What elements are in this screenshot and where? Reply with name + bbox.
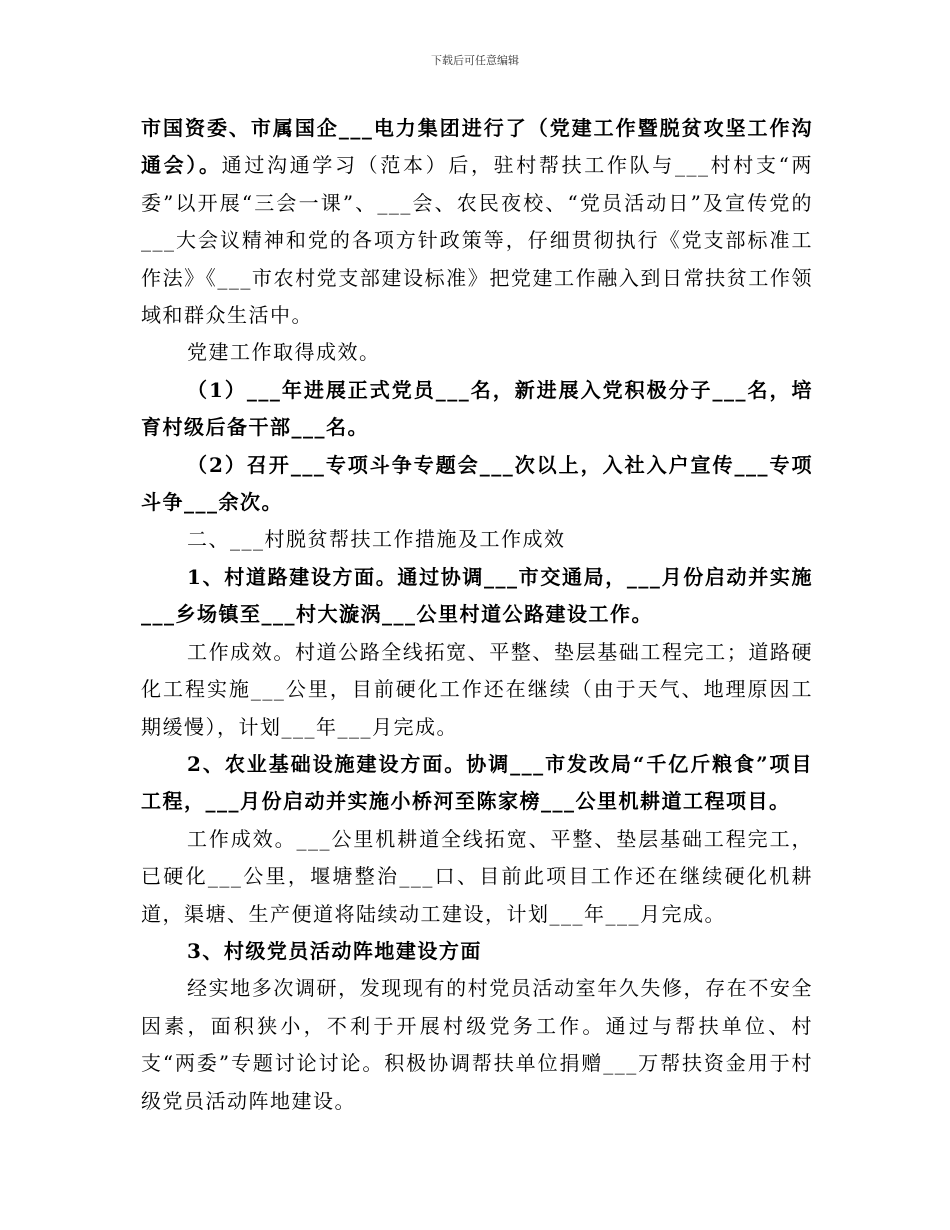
paragraph-item-2: （2）召开___专项斗争专题会___次以上，入社入户宣传___专项斗争___余次。 [141, 452, 813, 515]
opening-continuation: 通过沟通学习（范本）后，驻村帮扶工作队与___村村支“两委”以开展“三会一课”、___会、农民夜校、“党员活动日”及宣传党的___大会议精神和党的各项方针政策等，仔细贯彻执行《党支部标准工作法》《___市农村党支部建设标准》把党建工作融入到日常扶贫工作领域和群众生活中。 [141, 153, 814, 328]
paragraph-road-construction: 1、村道路建设方面。通过协调___市交通局，___月份启动并实施___乡场镇至___村大漩涡___公里村道公路建设工作。 [141, 564, 813, 627]
paragraph-agri-infrastructure: 2、农业基础设施建设方面。协调___市发改局“千亿斤粮食”项目工程，___月份启动并实施小桥河至陈家榜___公里机耕道工程项目。 [141, 751, 813, 814]
section-heading-two: 二、___村脱贫帮扶工作措施及工作成效 [187, 527, 566, 552]
opening-sentence: 市国资委、市属国企___电力集团进行了（党建工作暨脱贫攻坚工作沟通会）。 [141, 116, 813, 178]
paragraph-agri-results: 工作成效。___公里机耕道全线拓宽、平整、垫层基础工程完工，已硬化___公里，堰塘整治___口、目前此项目工作还在继续硬化机耕道，渠塘、生产便道将陆续动工建设，计划___年___月完成。 [141, 826, 813, 926]
paragraph-venue-details: 经实地多次调研，发现现有的村党员活动室年久失修，存在不安全因素，面积狭小，不利于开展村级党务工作。通过与帮扶单位、村支“两委”专题讨论讨论。积极协调帮扶单位捐赠___万帮扶资金用于村级党员活动阵地建设。 [141, 976, 813, 1113]
paragraph-road-results: 工作成效。村道公路全线拓宽、平整、垫层基础工程完工；道路硬化工程实施___公里，目前硬化工作还在继续（由于天气、地理原因工期缓慢），计划___年___月完成。 [141, 639, 813, 739]
paragraph-activity-venue: 3、村级党员活动阵地建设方面 [187, 938, 482, 963]
paragraph-item-1: （1）___年进展正式党员___名，新进展入党积极分子___名，培育村级后备干部___名。 [141, 377, 813, 440]
document-body [141, 110, 813, 1120]
paragraph-party-results: 党建工作取得成效。 [187, 340, 381, 365]
page-header: 下载后可任意编辑 [431, 54, 519, 67]
